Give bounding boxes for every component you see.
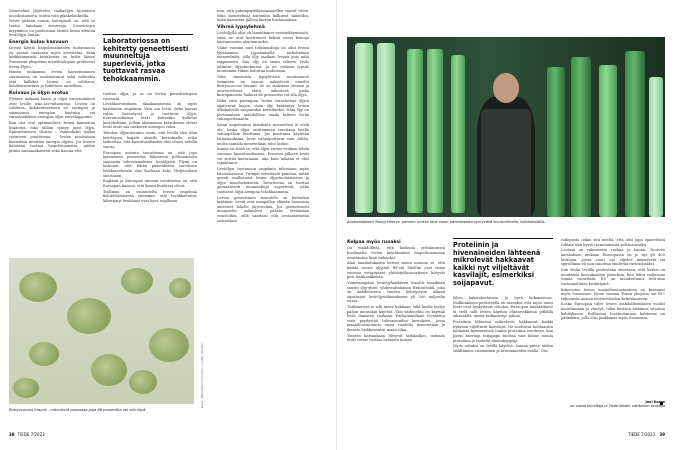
paragraph: Euroopan unionin tavoitteena on, että jopa kymmenen prosenttia liikenteen polttoaineista saataisiin tulevaisuudessa leväöljystä. Flynn on laskenut, että tähän päästäkseen tarvittava leväkasvatusala olisi kooltaan koko Yhdysvaltain suuruinen. [103,150,197,178]
paragraph: Neste jatkoon suurin haittapuoli on, että se tuotta laimkaan sivutrtuja. Sivuvirtojen myyminen on puolestaan tärkeä keino alentaa levälöljyn hintaa. [9,19,95,38]
paragraph: Toiseen katsaukaan liittyvät tarkkailijat, mukaan levät voivat tuottaa hetaasta koiran [347,333,445,343]
section-heading: Vihreä lypsylehmä [217,24,265,30]
photo-credit: Kuva: Wikimedia Commons / public domain [200,342,204,408]
paragraph: Koska Euroopan tulee levien mahdollisuuksien vuoksi muuttumaan ja väistyä, tulisi kestävä tutkimus sitoutua kehitykseen. Erillisessä levätuotannon kohteena on päämäärä, jolla olisi paikkansa myös Suomessa. [561,302,665,321]
paragraph: Ennen on siirtä se, että öljyn erotus voidaan tehdä suoraan kasvatusaltaassa. Prosessi jälkeen levät voi siirtää kasvamaan, niin kuin mikään ei olisi tapahtunut. [217,147,309,166]
paragraph: Levästä on valmistettu ruokaa jo kauan. Tuoreen katsauksen mukaan Euroopassa on jo nyt yli 400 levälajia, joista suuri osa viljelee mikroleviä tai spiruliinaa eli niin sanottua sinilevää ravintolisäksi. [561,248,665,267]
section-heading: Kelpaa myös ruoaksi [347,240,401,245]
pull-quote: Proteiinin ja hivenaineiden lähteenä mikrolevät hakkaavat kaikki nyt viljeltävät kasvilajit, esimerkiksi soijapavut. [453,238,553,288]
paragraph: Kiinnostus levien maataloustuotantoon on kasvanut myös Suomessa. Viime vuonna Turun yliopisto sai EU-rahoitusta uusien levätuotteiden kehittämiseen. [561,287,665,301]
page-folio-right [628,432,665,437]
paragraph: Leväöljyn tuotannon ongelmia tehostaan myös laboratoriossa. Tutkijat selvittävät pakotaa, mitkä geenit osallistuvat levien öljyntuottamiseen ja öljyn muodostukseen. Tavoitteena on tuottaa geenettisesti muunneltuja superleviä, jotka tuottavat öljyä aiempaa tehokkaammin. [217,166,309,194]
author-signature [561,400,665,408]
page-folio-left [9,432,45,437]
section-heading: Energia kuluu kasvuun [9,39,69,45]
author-name: Jani Kaaro [645,400,665,404]
page-number: 39 [659,432,665,437]
photo-caption: Australialainen Young Henrys -panimo ruokkii levä oluen panemisesta syntyvällä sivutuotteella, hiilidioksidilla. [347,220,546,224]
paragraph: Menetelmä jäljittelee raakaöljyn luontaista muodostumista, mutta vain pikakelauksella. [9,9,95,18]
paragraph: Trollman on suunniteltu levien ongelmia kehitettämisessä enemmin, että levähkasvatus lähestynyt levähaasi ovat hyvä rajallinen. [103,189,197,203]
page-number: 38 [9,432,15,437]
issue-label: TIEDE 7/2023 [17,432,45,437]
paragraph: Englanti ja Euroopan unionin tavoitteena on, että Euroopan kanava, että kaasu kuuluvat olivat. [103,179,197,189]
paragraph: Alan haaskalukuista kertoo muun muassa se, että kaikki suuret öljyjätit BP:stä Shelliin ovat viime vuosina vetäytyneet yhteistyökonsortiosta liittyvät pois levähankkeista. [347,261,445,280]
paragraph: Proteiinin lähteenä mikrolevät hakkaavat kaikki nykyisin viljeltävät kasvilajit. Ne tuottavat hehtaarilta kolmesta kymmenestä tonnia proteiinia vuodessa, kun paras kasvilaji soijapapu tuottaa vain kolme tonnia proteiinia ja tärkeitä aminohappoja. [453,320,553,343]
article-column-3 [217,9,309,429]
pull-quote: Laboratoriossa on kehitetty geneettisesti muunneltuja superleviä, jotka tuottavat rasvaa tehokkaammin. [103,34,193,84]
paragraph: tutkijoista onkin sitä mieltä, että olisi jopa epäeettistä tuhlata niin hyviä ravintoaineita polttoaineeksi. [561,238,665,247]
paragraph: Levähkasvatuksen skaalaamisessa on myös käytännön ongelmia. Vain osa leviä, jotka kasvat valoa, lisääntyvät ja tuottavat öljyä. Kasvatusaltaissa levät kuitenkin kolluvat korroksittain, jolloin alimmaissa kerroksissa olevat levät eivät saa osakseen auringon valoa. [103,102,197,130]
paragraph: Myös rehuksi on levillä käyttöä. Samaa pätee niiden sisältämien vitamiinien ja hivenaineiden osalta. Osa [453,344,553,353]
lab-photo [347,37,665,217]
paragraph: Viime vuosina uusi tutkimuslinja on ollut levien lypsäminen. Lypsämisellä tarkoitetaan menetelmää, jolla öljy saadaan levistä pois niitä tappamatta. Kun öljy on saatu talteen, levät jatkavat öljyntuotantoa, ja ne voidaan lypsää muutaman viikon kuluttua uudestaan. [217,46,309,74]
paragraph: Flynnin mukaan kasvu ja öljyn varastoiminen ovat leville joko–tai-valtiointoja. Levien on valittava, kohdentavattava ne auringon ja saamaansa energian kasvuun vai varastoidaksen energiaa öljyn rasvahappoina. [9,97,95,120]
article-column-4 [347,238,445,428]
paragraph: Leväöljyllä olisi oli lammitamet vastoinkäymisistä, vaan ne ovat koettaneet keksiä uusia keinoja kustannusten alentamiseksi. [217,31,309,45]
paragraph: Aivan ongelmaton tämäkään menetelmä ei vielä ole, koska öljyn erottaminen tarvitaan leville vahingollisia liuottimia. Jos liuottimia käytetää laimennoksina, levät vahingoittuvat vain vähän, mutta samalla menetelmän teho laskee. [217,123,309,146]
algae-microscope-photo [9,258,194,404]
right-page [337,0,674,450]
section-heading: Kuivaus ja öljyn erotus [9,90,69,96]
paragraph: Tehokas öljyntuotanto vaatii, että levillä olisi tilaa levittäytyä laajalti ohuelle kerrokselle, mikä tarkoittaa, että kasvatusaltaiden olisi oltava todella suuria. [103,131,197,149]
paragraph: Kun Wolin levällä puolestaan oletetaan, että lisäksi on muutamia kasvukauden pituuksia, kun lähes miljoonaa tonnia vuosittain. EU on muodostunut levä-alan tuotannollinen keskittymä. [561,267,665,286]
paragraph: niin, että pahimpaplöhjammaisellen saavat valoa. Näin menetelmät kuitenkin kulkuvat säästöksi, mikä kasvattaa jälleen kerran kustannuksia. [217,9,309,23]
article-column-6 [561,238,665,396]
issue-label: TIEDE 7/2023 [628,432,656,437]
paragraph: On mahdollista, että kaikesta yrittämisestä huolimatta levien käyttäminen biopolttoaineena osoittautuu liian vaikeaksi. [347,246,445,260]
paragraph: Hänen mukaansa levien kasvattaminen suurimassa on osoittautunut sekä vaikeaksi että kalliiksi. Levien on valittava, kohdentavattava ja tutkittava uudelleen. [9,70,95,89]
article-column-2 [103,92,197,254]
paragraph: Näin saastoiata lypsylevistä muutamuun tuominen on saanut mikroleviä nimeltä Botryococcus braunii. Se on maksissa vesissä ja murtovedessä elävä mikrolevä, jonka kuivapainosta buikeat 86 prosenttia voi olla öljyä. [217,74,309,98]
article-column-5 [453,296,553,428]
photo-caption: Botryococcus braunii - mikroleviä pannassa jopa 86 prosenttia vai olla öljyä. [9,408,147,412]
paragraph: lähes kaksinkertainen ja hyvä kokonaisuus. Mallinnuksen perusteella on raavaksi, että myös muut levät ovat tyydyttäviä rehuksi. Euroopan lainsäädäntö ei vielä salli levien käyttöä elintarvikkeina pitkällä aikavälillä, mutta tutkimustyö jatkuu. [453,296,553,319]
paragraph: Tutkimustyö ei silti mene hukkaan, sillä leville löytyy paljon muutakin käyttöä. Yksi vaihtoehto on käyttää leviä ihmisten ruokana. Parhaimmillaan leväsänsa voisi pyydystää tulevaisuuden kerroksen, jossa maataloustuotanto vuosi vuodelta menetetään ja ilmasto heikkeneävät maan tilaa. [347,305,445,333]
paragraph: Kun olot ovat optimaaliset, levien kannattaa lisääntyä, eikä tällöin syntyy juuri öljyä. Epäsuotuisissa oloissa – esimerkiksi jonkin ravinteen puuttuessa – levien puolestaan kannattaa muuttaa energia öljyksi. Jos levistä halutaan tuottaa biopolttoainetta, niiden pitäisi samanaikaisesti sekä kasvaa että [9,121,95,153]
author-role: on vapaa toimittaja ja Tiede-lehden vakituinen avustaja [570,404,665,409]
paragraph: tuottaa öljyä, ja se on levien perusbiologian vastaista. [103,92,197,101]
paragraph: Mikä viiva parempaa, levien varastoituja öljytä sijaitsevat laajan, vaan öljy kerääntyy levien ulkokalvolle saajaavaksi kerrokseksi. Näin öljy on pertaaminen mahdollista saada talteen levää vahingoittamatta. [217,99,309,122]
paragraph: Levien geneettinen muuntelu on kuitenkin kriitinen. Levät ovat maapallon elämän luomaisia ainesiset laholle järjestelmä. Jos geenettisesti muunneltu mikrolevä pääsisi leviämään vesistöihin, sillä saattaisi olla arvaamattomia seurauksia. [217,195,309,223]
paragraph: Viimeisimpänä leväöljyhankkeen ilmoitti maailman suurin öljy-yhtiö, yhdysvaltalainen ExxonMobil, joka on kahdentoista vuoden kehitystyön aikana sijoittanut leväöljytutkimukseen yli 300 miljardia euroa. [347,280,445,304]
paragraph: Levien käyttö biopolttoaineiden tuotannossa on saanut osakseen myös arvostelua. Erää kärkkäimmistä kriitikoista on britti läinen Swansean yliopiston merribiologian professori Kevin Flynn. [9,46,95,69]
